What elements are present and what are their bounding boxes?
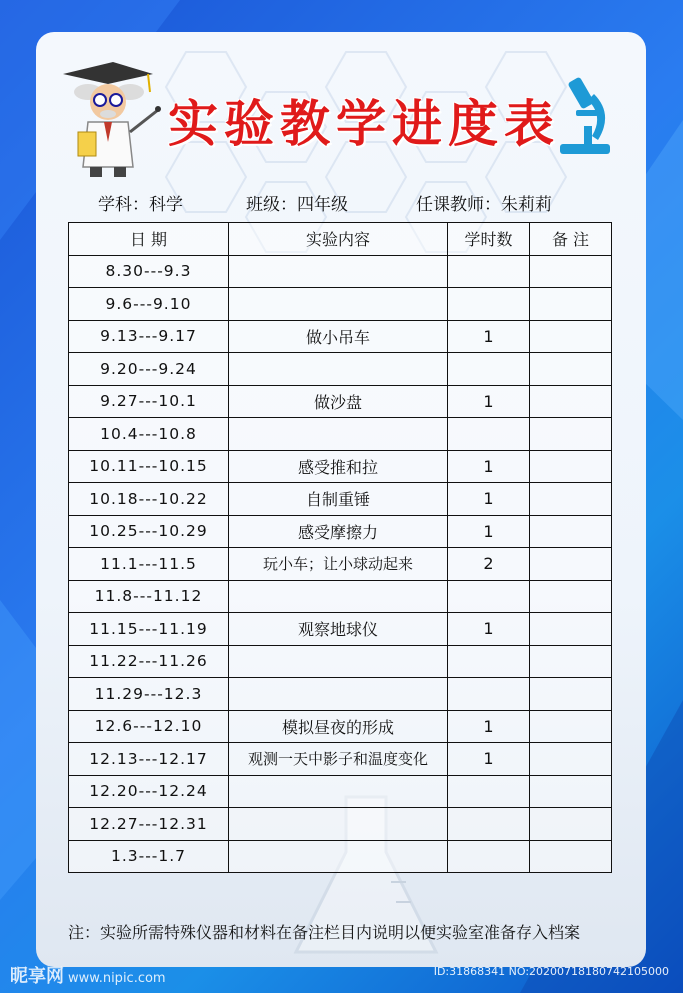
hours-cell: 1 <box>448 743 530 776</box>
content-cell <box>229 255 448 288</box>
note-cell <box>530 483 612 516</box>
note-cell <box>530 320 612 353</box>
note-cell <box>530 450 612 483</box>
hours-cell <box>448 288 530 321</box>
table-row <box>69 775 612 808</box>
hours-cell <box>448 775 530 808</box>
content-cell: 感受推和拉 <box>229 450 448 483</box>
table-row <box>69 418 612 451</box>
table-row <box>69 710 612 743</box>
header-note: 备 注 <box>530 223 612 256</box>
table-row <box>69 548 612 581</box>
content-cell: 做小吊车 <box>229 320 448 353</box>
hours-cell <box>448 678 530 711</box>
header-content: 实验内容 <box>229 223 448 256</box>
date-cell: 12.27---12.31 <box>69 808 229 841</box>
header-date: 日 期 <box>69 223 229 256</box>
page-title: 实验教学进度表 <box>168 95 560 153</box>
hours-cell: 1 <box>448 515 530 548</box>
table-row <box>69 385 612 418</box>
table-row <box>69 320 612 353</box>
microscope-icon <box>554 74 616 164</box>
date-cell: 12.20---12.24 <box>69 775 229 808</box>
schedule-table <box>68 222 612 873</box>
content-cell: 模拟昼夜的形成 <box>229 710 448 743</box>
date-cell: 10.25---10.29 <box>69 515 229 548</box>
note-cell <box>530 808 612 841</box>
content-cell: 感受摩擦力 <box>229 515 448 548</box>
note-cell <box>530 710 612 743</box>
teacher-label: 任课教师：朱莉莉 <box>416 195 552 215</box>
professor-cartoon-icon <box>58 62 168 182</box>
content-cell <box>229 808 448 841</box>
content-cell <box>229 288 448 321</box>
hours-cell: 1 <box>448 320 530 353</box>
table-row <box>69 743 612 776</box>
date-cell: 11.8---11.12 <box>69 580 229 613</box>
date-cell: 1.3---1.7 <box>69 840 229 873</box>
hours-cell: 2 <box>448 548 530 581</box>
content-cell <box>229 353 448 386</box>
content-cell <box>229 678 448 711</box>
note-cell <box>530 775 612 808</box>
date-cell: 10.4---10.8 <box>69 418 229 451</box>
footnote: 注：实验所需特殊仪器和材料在备注栏目内说明以便实验室准备存入档案 <box>68 923 581 942</box>
date-cell: 9.27---10.1 <box>69 385 229 418</box>
note-cell <box>530 645 612 678</box>
table-row <box>69 678 612 711</box>
date-cell: 12.13---12.17 <box>69 743 229 776</box>
content-cell <box>229 775 448 808</box>
table-row <box>69 840 612 873</box>
table-row <box>69 255 612 288</box>
content-cell: 自制重锤 <box>229 483 448 516</box>
table-row <box>69 450 612 483</box>
content-cell: 做沙盘 <box>229 385 448 418</box>
content-cell: 观测一天中影子和温度变化 <box>229 743 448 776</box>
table-row <box>69 515 612 548</box>
note-cell <box>530 580 612 613</box>
watermark-logo <box>10 962 166 988</box>
watermark-logo-text: 昵享网 <box>10 966 64 987</box>
note-cell <box>530 840 612 873</box>
content-cell <box>229 418 448 451</box>
date-cell: 9.20---9.24 <box>69 353 229 386</box>
date-cell: 11.15---11.19 <box>69 613 229 646</box>
note-cell <box>530 353 612 386</box>
date-cell: 10.11---10.15 <box>69 450 229 483</box>
hours-cell <box>448 645 530 678</box>
date-cell: 11.22---11.26 <box>69 645 229 678</box>
hours-cell <box>448 353 530 386</box>
content-cell: 玩小车；让小球动起来 <box>229 548 448 581</box>
note-cell <box>530 288 612 321</box>
table-row <box>69 353 612 386</box>
content-cell <box>229 645 448 678</box>
date-cell: 8.30---9.3 <box>69 255 229 288</box>
table-row <box>69 808 612 841</box>
note-cell <box>530 613 612 646</box>
hours-cell: 1 <box>448 385 530 418</box>
note-cell <box>530 385 612 418</box>
content-cell: 观察地球仪 <box>229 613 448 646</box>
date-cell: 9.13---9.17 <box>69 320 229 353</box>
hours-cell: 1 <box>448 710 530 743</box>
hours-cell <box>448 580 530 613</box>
note-cell <box>530 548 612 581</box>
hours-cell <box>448 255 530 288</box>
date-cell: 11.29---12.3 <box>69 678 229 711</box>
hours-cell <box>448 418 530 451</box>
hours-cell <box>448 808 530 841</box>
grade-label: 班级：四年级 <box>246 195 348 215</box>
table-row <box>69 613 612 646</box>
note-cell <box>530 743 612 776</box>
subject-label: 学科：科学 <box>98 195 183 215</box>
date-cell: 9.6---9.10 <box>69 288 229 321</box>
note-cell <box>530 418 612 451</box>
schedule-card <box>36 32 646 967</box>
header-hours: 学时数 <box>448 223 530 256</box>
hours-cell <box>448 840 530 873</box>
table-row <box>69 645 612 678</box>
content-cell <box>229 840 448 873</box>
date-cell: 12.6---12.10 <box>69 710 229 743</box>
table-header-row <box>69 223 612 256</box>
note-cell <box>530 515 612 548</box>
date-cell: 10.18---10.22 <box>69 483 229 516</box>
table-row <box>69 288 612 321</box>
content-cell <box>229 580 448 613</box>
note-cell <box>530 255 612 288</box>
table-row <box>69 483 612 516</box>
hours-cell: 1 <box>448 483 530 516</box>
hours-cell: 1 <box>448 613 530 646</box>
watermark-url: www.nipic.com <box>68 971 166 986</box>
watermark-id: ID:31868341 NO:20200718180742105000 <box>433 965 669 978</box>
hours-cell: 1 <box>448 450 530 483</box>
date-cell: 11.1---11.5 <box>69 548 229 581</box>
table-row <box>69 580 612 613</box>
note-cell <box>530 678 612 711</box>
